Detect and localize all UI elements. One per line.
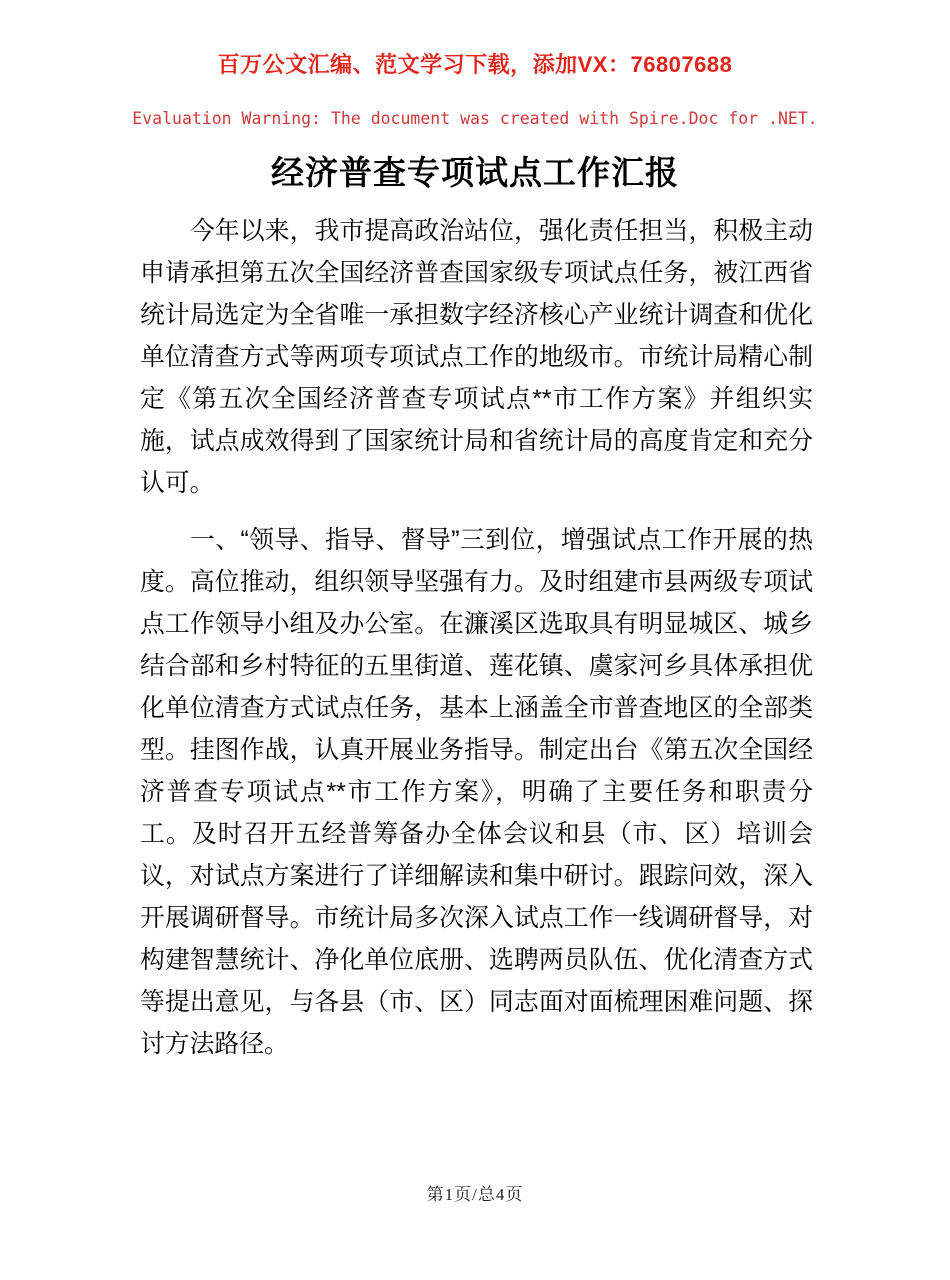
- body-paragraph-2: 一、“领导、指导、督导”三到位，增强试点工作开展的热度。高位推动，组织领导坚强有力。及时组建市县两级专项试点工作领导小组及办公室。在濂溪区选取具有明显城区、城乡结合部和乡村特征的五里街道、莲花镇、虞家河乡具体承担优化单位清查方式试点任务，基本上涵盖全市普查地区的全部类型。挂图作战，认真开展业务指导。制定出台《第五次全国经济普查专项试点**市工作方案》，明确了主要任务和职责分工。及时召开五经普筹备办全体会议和县（市、区）培训会议，对试点方案进行了详细解读和集中研讨。跟踪问效，深入开展调研督导。市统计局多次深入试点工作一线调研督导，对构建智慧统计、净化单位底册、选聘两员队伍、优化清查方式等提出意见，与各县（市、区）同志面对面梳理困难问题、探讨方法路径。: [140, 527, 813, 1058]
- document-page: [0, 50, 950, 1280]
- document-body: [140, 211, 813, 1066]
- evaluation-warning: Evaluation Warning: The document was created with Spire.Doc for .NET.: [132, 109, 818, 128]
- document-title: 经济普查专项试点工作汇报: [271, 154, 679, 191]
- page-footer: [0, 1183, 950, 1207]
- body-paragraph-1: 今年以来，我市提高政治站位，强化责任担当，积极主动申请承担第五次全国经济普查国家级专项试点任务，被江西省统计局选定为全省唯一承担数字经济核心产业统计调查和优化单位清查方式等两项专项试点工作的地级市。市统计局精心制定《第五次全国经济普查专项试点**市工作方案》并组织实施，试点成效得到了国家统计局和省统计局的高度肯定和充分认可。: [140, 218, 813, 497]
- promo-banner: 百万公文汇编、范文学习下载，添加VX：76807688: [217, 52, 733, 77]
- page-number: 第1页/总4页: [426, 1185, 524, 1204]
